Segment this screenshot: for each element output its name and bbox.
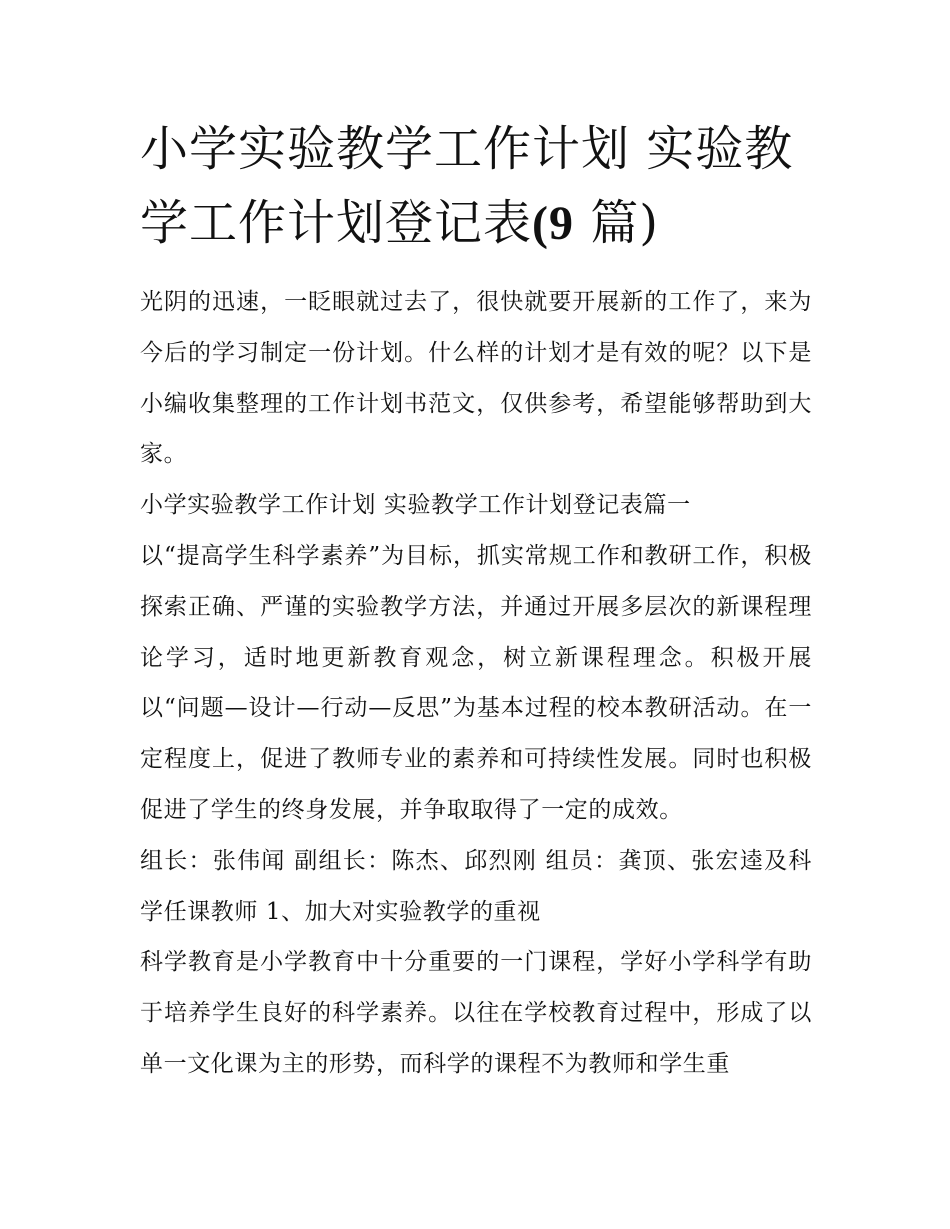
intro-paragraph: 光阴的迅速，一眨眼就过去了，很快就要开展新的工作了，来为今后的学习制定一份计划。什么样的计划才是有效的呢？以下是小编收集整理的工作计划书范文，仅供参考，希望能够帮助到大家。 — [140, 289, 812, 468]
title-suffix: 篇) — [574, 195, 659, 251]
body-paragraph: 科学教育是小学教育中十分重要的一门课程，学好小学科学有助于培养学生良好的科学素养。以往在学校教育过程中，形成了以单一文化课为主的形势，而科学的课程不为教师和学生重 — [140, 949, 812, 1077]
title-line-2: 学工作计划登记表 — [140, 195, 533, 251]
title-line-1: 小学实验教学工作计划 实验教 — [140, 121, 794, 177]
group-members-paragraph: 组长：张伟闻 副组长：陈杰、邱烈刚 组员：龚顶、张宏逵及科学任课教师 1、加大对实验教学的重视 — [140, 847, 812, 925]
body-paragraph: 以“提高学生科学素养”为目标，抓实常规工作和教研工作，积极探索正确、严谨的实验教学方法，并通过开展多层次的新课程理论学习，适时地更新教育观念，树立新课程理念。积极开展以“问题—设计—行动—反思”为基本过程的校本教研活动。在一定程度上，促进了教师专业的素养和可持续性发展。同时也积极促进了学生的终身发展，并争取取得了一定的成效。 — [140, 542, 812, 823]
title-count: (9 — [532, 197, 574, 250]
document-title — [140, 112, 812, 261]
document-body — [140, 277, 812, 1090]
section-heading: 小学实验教学工作计划 实验教学工作计划登记表篇一 — [140, 492, 691, 519]
